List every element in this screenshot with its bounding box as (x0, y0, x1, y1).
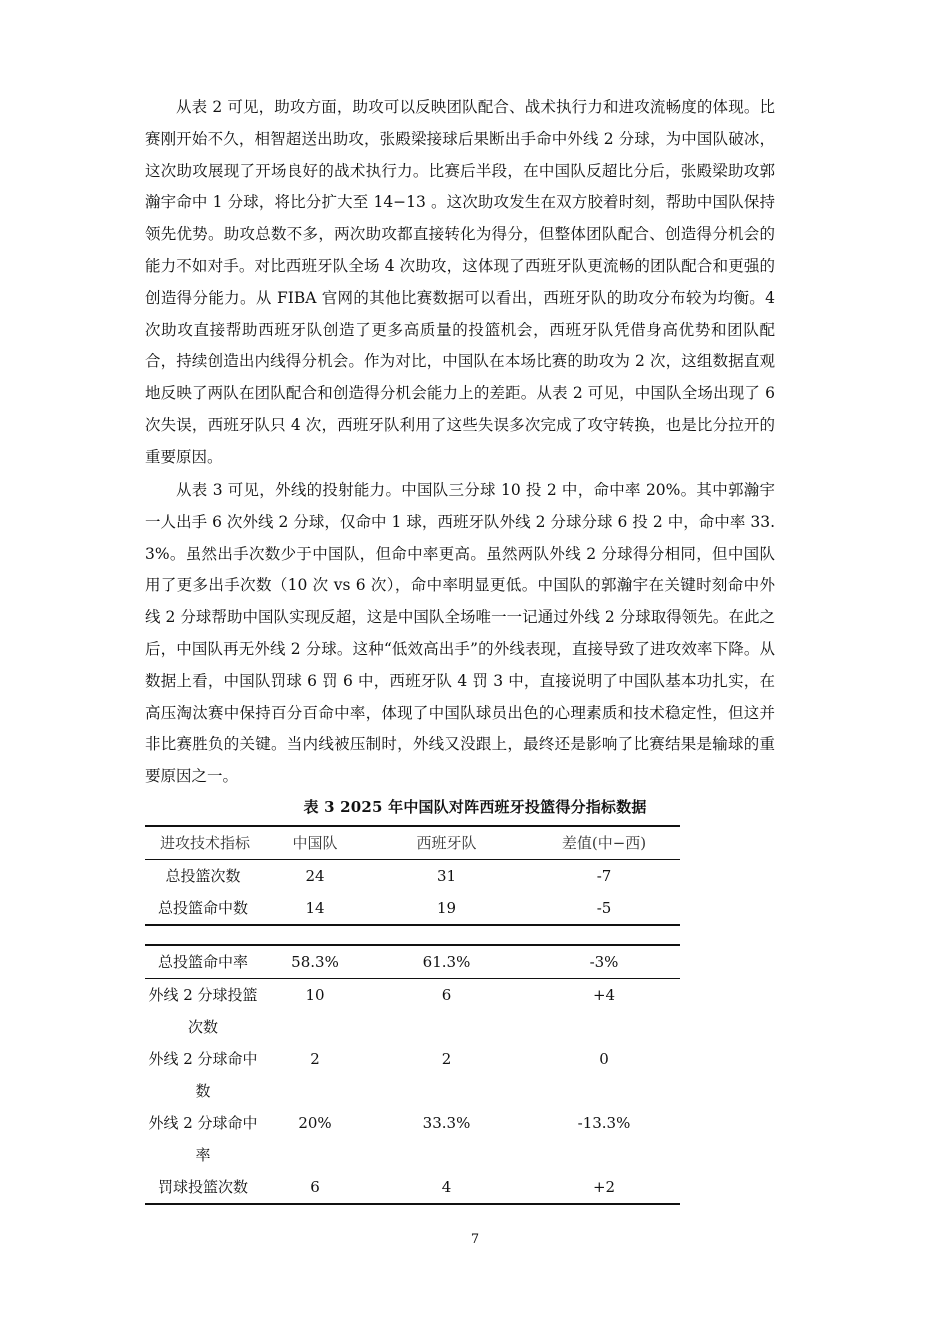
cell-spain: 4 (365, 1171, 528, 1204)
header-china: 中国队 (265, 826, 365, 860)
cell-china: 6 (265, 1171, 365, 1204)
cell-china: 10 (305, 986, 325, 1004)
cell-spain: 2 (441, 1050, 452, 1068)
table-row (145, 892, 680, 925)
cell-difference: -13.3% (577, 1114, 631, 1132)
row-label: 外线 2 分球命中数 (148, 1050, 258, 1100)
header-spain: 西班牙队 (365, 826, 528, 860)
cell-difference: -5 (596, 899, 612, 917)
table-row (145, 860, 680, 893)
cell-china: 58.3% (265, 945, 365, 979)
cell-spain: 31 (436, 867, 457, 885)
table-row (145, 1171, 680, 1204)
cell-difference: -3% (528, 945, 680, 979)
table-row (145, 1107, 680, 1171)
page-number: 7 (470, 1232, 480, 1247)
table-row (145, 945, 680, 979)
cell-spain: 19 (436, 899, 457, 917)
cell-spain: 6 (441, 986, 452, 1004)
table-caption: 表 3 2025 年中国队对阵西班牙投篮得分指标数据 (303, 798, 647, 816)
row-label: 总投篮命中率 (145, 945, 265, 979)
row-label: 总投篮命中数 (157, 899, 248, 917)
cell-spain: 33.3% (422, 1114, 471, 1132)
cell-china: 14 (305, 899, 325, 917)
row-label: 外线 2 分球投篮次数 (148, 986, 258, 1036)
cell-difference: +4 (592, 986, 616, 1004)
cell-china: 20% (298, 1114, 332, 1132)
cell-spain: 61.3% (365, 945, 528, 979)
table-row (145, 979, 680, 1044)
table-separator (145, 925, 680, 945)
cell-difference: 0 (599, 1050, 609, 1068)
body-paragraph-assists: 从表 2 可见，助攻方面，助攻可以反映团队配合、战术执行力和进攻流畅度的体现。比赛刚开始不久，相智超送出助攻，张殿梁接球后果断出手命中外线 2 分球，为中国队破冰，这次助攻展现了开场良好的战术执行力。比赛后半段，在中国队反超比分后，张殿梁助攻郭瀚宇命中 1 分球，将比分扩大至 14−13 。这次助攻发生在双方胶着时刻，帮助中国队保持领先优势。助攻总数不多，两次助攻都直接转化为得分，但整体团队配合、创造得分机会的能力不如对手。对比西班牙队全场 4 次助攻，这体现了西班牙队更流畅的团队配合和更强的创造得分能力。从 FIBA 官网的其他比赛数据可以看出，西班牙队的助攻分布较为均衡。4 次助攻直接帮助西班牙队创造了更多高质量的投篮机会，西班牙队凭借身高优势和团队配合，持续创造出内线得分机会。作为对比，中国队在本场比赛的助攻为 2 次，这组数据直观地反映了两队在团队配合和创造得分机会能力上的差距。从表 2 可见，中国队全场出现了 6 次失误，西班牙队只 4 次，西班牙队利用了这些失误多次完成了攻守转换，也是比分拉开的重要原因。 (145, 98, 775, 466)
cell-china: 24 (305, 867, 325, 885)
cell-difference: +2 (528, 1171, 680, 1204)
row-label: 总投篮次数 (165, 867, 241, 885)
table-row (145, 1043, 680, 1107)
header-indicator: 进攻技术指标 (145, 826, 265, 860)
row-label: 外线 2 分球命中率 (148, 1114, 258, 1164)
cell-china: 2 (310, 1050, 320, 1068)
shooting-stats-table (145, 825, 680, 1205)
body-paragraph-shooting: 从表 3 可见，外线的投射能力。中国队三分球 10 投 2 中，命中率 20%。其中郭瀚宇一人出手 6 次外线 2 分球，仅命中 1 球，西班牙队外线 2 分球分球 6 投 2 中，命中率 33.3%。虽然出手次数少于中国队，但命中率更高。虽然两队外线 2 分球得分相同，但中国队用了更多出手次数（10 次 vs 6 次），命中率明显更低。中国队的郭瀚宇在关键时刻命中外线 2 分球帮助中国队实现反超，这是中国队全场唯一一记通过外线 2 分球取得领先。在此之后，中国队再无外线 2 分球。这种“低效高出手”的外线表现，直接导致了进攻效率下降。从数据上看，中国队罚球 6 罚 6 中，西班牙队 4 罚 3 中，直接说明了中国队基本功扎实，在高压淘汰赛中保持百分百命中率，体现了中国队球员出色的心理素质和技术稳定性，但这并非比赛胜负的关键。当内线被压制时，外线又没跟上，最终还是影响了比赛结果是输球的重要原因之一。 (145, 481, 775, 786)
row-label: 罚球投篮次数 (145, 1171, 265, 1204)
cell-difference: -7 (596, 867, 612, 885)
header-difference: 差值(中−西) (528, 826, 680, 860)
table-header-row (145, 826, 680, 860)
